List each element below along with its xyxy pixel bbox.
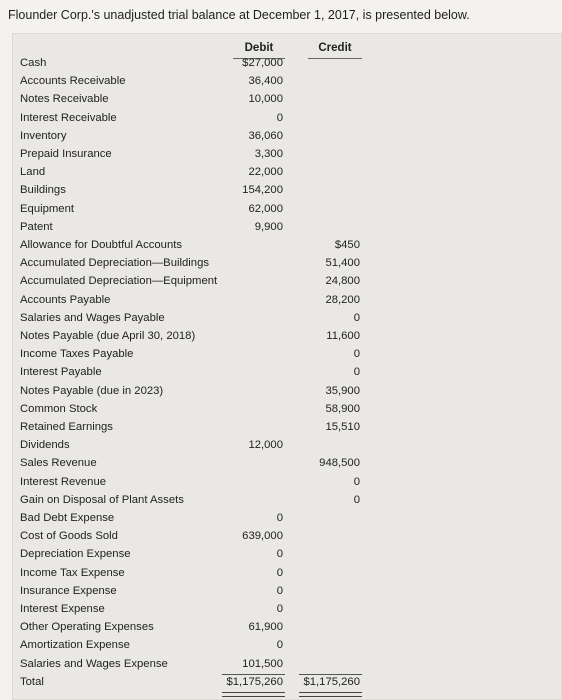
table-row — [0, 512, 562, 530]
account-name: Interest Expense — [20, 603, 105, 615]
debit-amount: $1,175,260 — [226, 675, 283, 688]
table-row — [0, 530, 562, 548]
table-row — [0, 403, 562, 421]
account-name: Land — [20, 166, 46, 179]
account-name: Bad Debt Expense — [20, 512, 115, 524]
account-name: Cash — [20, 57, 47, 69]
debit-amount: 61,900 — [248, 621, 283, 634]
credit-amount: 0 — [353, 493, 360, 506]
account-name: Dividends — [20, 439, 70, 452]
debit-total-rule — [222, 674, 285, 675]
debit-amount: 0 — [276, 639, 283, 652]
table-row — [0, 548, 562, 566]
table-row — [0, 585, 562, 603]
credit-amount: 11,600 — [326, 330, 360, 342]
account-name: Accounts Payable — [20, 293, 111, 306]
table-row — [0, 421, 562, 439]
debit-amount: 12,000 — [248, 439, 283, 452]
account-name: Amortization Expense — [20, 639, 130, 652]
table-row — [0, 166, 562, 184]
debit-amount: 0 — [276, 111, 283, 124]
account-name: Inventory — [20, 129, 67, 142]
table-row — [0, 275, 562, 293]
account-name: Equipment — [20, 202, 75, 215]
account-name: Allowance for Doubtful Accounts — [20, 239, 183, 251]
credit-amount: 948,500 — [319, 457, 360, 470]
table-row — [0, 439, 562, 457]
account-name: Accounts Receivable — [20, 75, 126, 88]
account-name: Salaries and Wages Expense — [20, 657, 168, 670]
account-name: Prepaid Insurance — [20, 148, 112, 160]
account-name: Notes Payable (due in 2023) — [20, 384, 164, 397]
account-name: Notes Receivable — [20, 93, 109, 106]
table-row — [0, 621, 562, 639]
debit-amount: 0 — [276, 603, 283, 615]
account-name: Other Operating Expenses — [20, 621, 154, 634]
table-row — [0, 312, 562, 330]
account-name: Insurance Expense — [20, 584, 117, 597]
account-name: Buildings — [20, 184, 66, 197]
table-row — [0, 494, 562, 512]
credit-amount: 0 — [353, 348, 360, 361]
table-row — [0, 639, 562, 657]
table-row — [0, 385, 562, 403]
table-row — [0, 239, 562, 257]
account-name: Depreciation Expense — [20, 548, 131, 561]
credit-amount: 0 — [353, 311, 360, 324]
table-row — [0, 348, 562, 366]
table-row — [0, 130, 562, 148]
credit-amount: 28,200 — [325, 293, 360, 306]
debit-amount: 22,000 — [248, 166, 283, 179]
account-name: Accumulated Depreciation—Equipment — [20, 275, 218, 288]
account-name: Interest Receivable — [20, 111, 117, 124]
credit-amount: 51,400 — [325, 257, 360, 270]
debit-amount: 36,060 — [248, 129, 283, 142]
credit-amount: $450 — [334, 239, 360, 251]
account-name: Gain on Disposal of Plant Assets — [20, 493, 184, 506]
debit-amount: 0 — [276, 548, 283, 561]
table-row — [0, 148, 562, 166]
table-row — [0, 658, 562, 676]
credit-amount: 58,900 — [325, 402, 360, 415]
table-row — [0, 203, 562, 221]
credit-amount: 15,510 — [325, 421, 360, 433]
credit-amount: 24,800 — [325, 275, 360, 288]
debit-amount: 10,000 — [248, 93, 283, 106]
debit-amount: 0 — [276, 584, 283, 597]
table-row — [0, 366, 562, 384]
account-name: Notes Payable (due April 30, 2018) — [20, 330, 196, 342]
account-name: Patent — [20, 220, 53, 233]
account-name: Common Stock — [20, 402, 98, 415]
credit-amount: $1,175,260 — [303, 675, 360, 688]
debit-amount: $27,000 — [242, 57, 283, 69]
debit-amount: 62,000 — [248, 202, 283, 215]
account-name: Retained Earnings — [20, 421, 113, 433]
table-row — [0, 112, 562, 130]
credit-amount: 0 — [353, 366, 360, 379]
credit-amount: 0 — [353, 475, 360, 488]
table-row — [0, 567, 562, 585]
credit-total-rule — [299, 674, 362, 675]
table-row — [0, 184, 562, 202]
account-name: Total — [20, 675, 44, 688]
table-row — [0, 57, 562, 75]
account-name: Interest Revenue — [20, 475, 107, 488]
credit-header: Credit — [318, 42, 352, 54]
credit-double-underline — [299, 692, 362, 697]
account-name: Interest Payable — [20, 366, 102, 379]
debit-header: Debit — [244, 42, 274, 54]
table-row — [0, 257, 562, 275]
table-row — [0, 294, 562, 312]
table-row — [0, 75, 562, 93]
debit-amount: 3,300 — [254, 148, 283, 160]
debit-amount: 36,400 — [248, 75, 283, 88]
table-row — [0, 221, 562, 239]
debit-amount: 101,500 — [242, 657, 283, 670]
table-row — [0, 476, 562, 494]
account-name: Sales Revenue — [20, 457, 97, 470]
debit-amount: 639,000 — [242, 530, 283, 543]
problem-statement: Flounder Corp.'s unadjusted trial balance at December 1, 2017, is presented below. — [8, 8, 470, 22]
table-row — [0, 330, 562, 348]
account-name: Income Taxes Payable — [20, 348, 134, 361]
account-name: Cost of Goods Sold — [20, 530, 118, 543]
debit-amount: 154,200 — [242, 184, 283, 197]
account-name: Income Tax Expense — [20, 566, 125, 579]
debit-amount: 0 — [276, 512, 283, 524]
debit-double-underline — [222, 692, 285, 697]
credit-amount: 35,900 — [325, 384, 360, 397]
account-name: Salaries and Wages Payable — [20, 311, 165, 324]
table-row — [0, 457, 562, 475]
table-row — [0, 93, 562, 111]
account-name: Accumulated Depreciation—Buildings — [20, 257, 210, 270]
debit-amount: 0 — [276, 566, 283, 579]
table-row — [0, 603, 562, 621]
debit-amount: 9,900 — [254, 220, 283, 233]
